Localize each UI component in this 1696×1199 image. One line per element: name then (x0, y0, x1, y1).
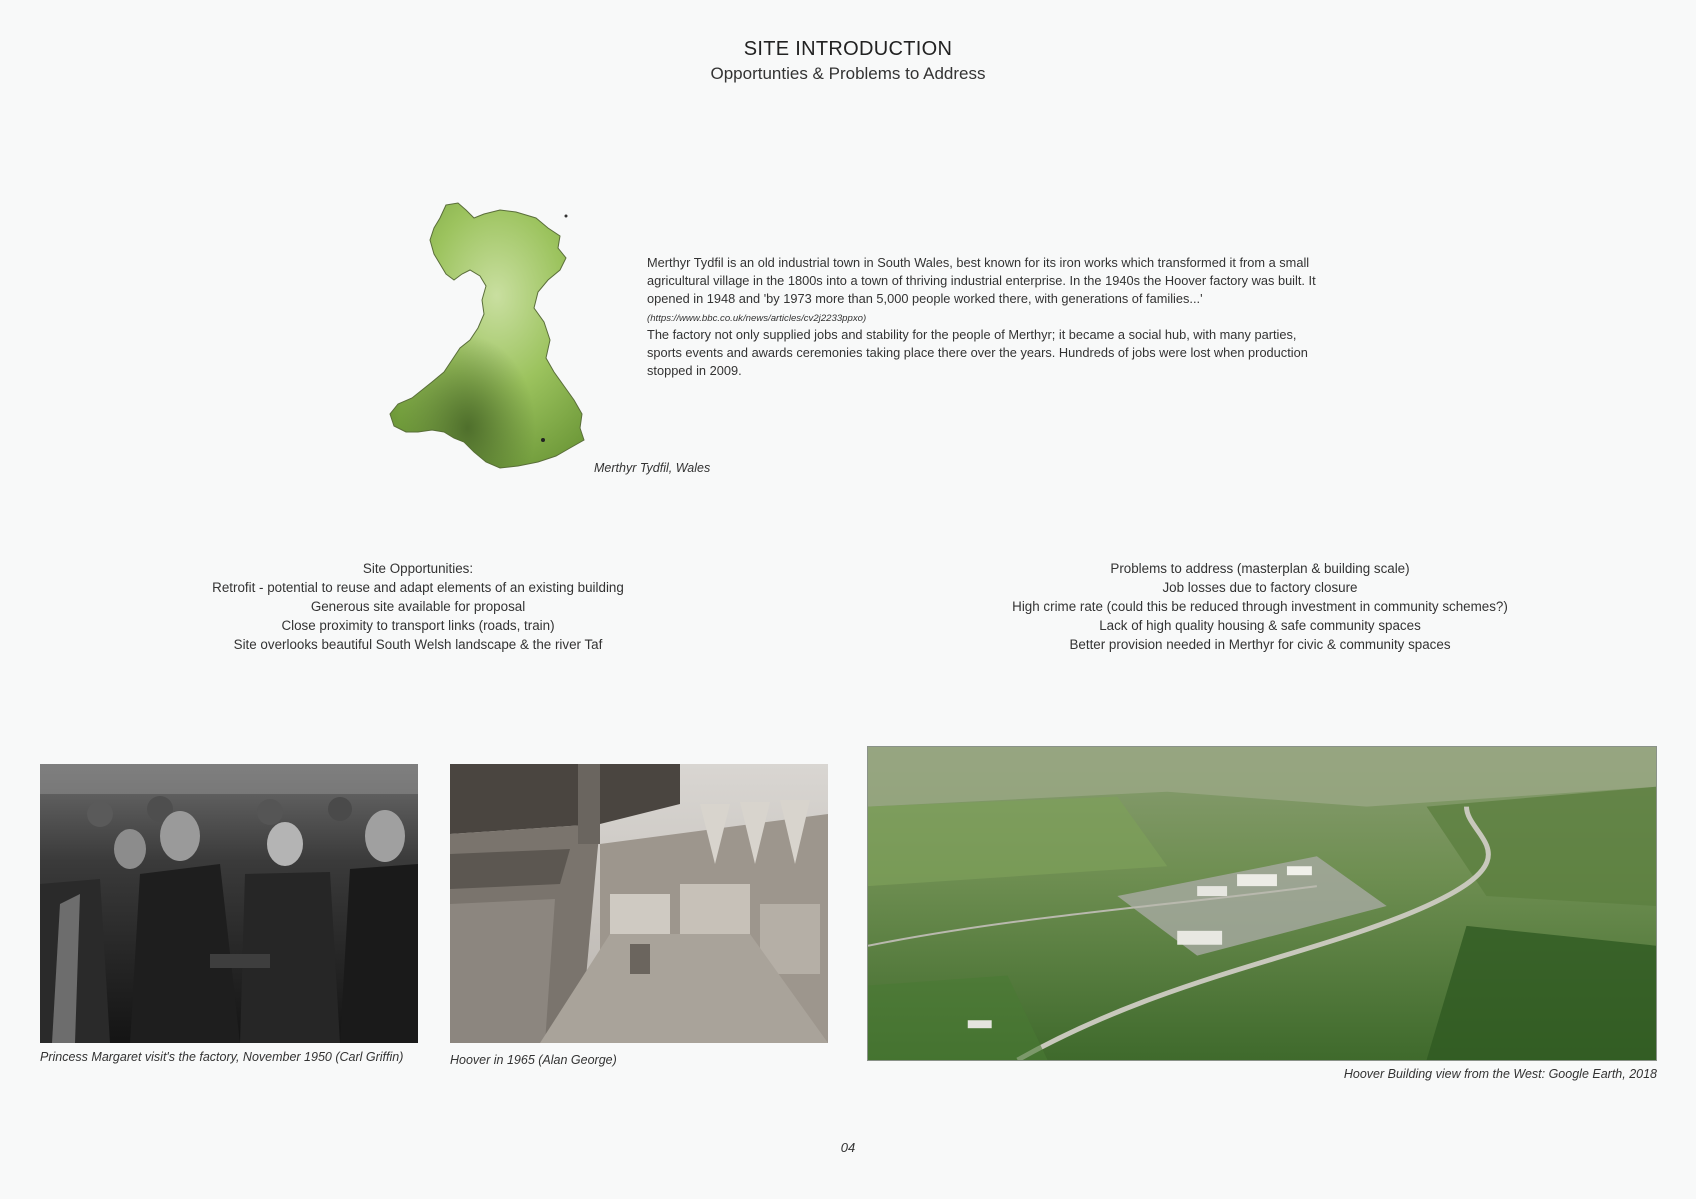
photo-caption-1: Princess Margaret visit's the factory, November 1950 (Carl Griffin) (40, 1050, 404, 1064)
problem-item: Job losses due to factory closure (1162, 580, 1358, 595)
opportunity-item: Close proximity to transport links (roads, train) (281, 618, 555, 633)
sepia-photo-image (450, 764, 828, 1043)
merthyr-location-marker (541, 438, 545, 442)
opportunities-heading: Site Opportunities: (362, 561, 474, 576)
aerial-photo-image (868, 747, 1656, 1060)
intro-text (647, 254, 1327, 380)
page-subtitle: Opportunties & Problems to Address (710, 64, 986, 83)
photo-aerial-view (867, 746, 1657, 1061)
photo-hoover-1965 (450, 764, 828, 1043)
problem-item: Better provision needed in Merthyr for civic & community spaces (1069, 637, 1451, 652)
opportunity-item: Generous site available for proposal (310, 599, 526, 614)
intro-paragraph-1: Merthyr Tydfil is an old industrial town in South Wales, best known for its iron works which transformed it from a small agricultural village in the 1800s into a town of thriving industrial enterprise. In the 1940s the Hoover factory was built. It opened in 1948 and 'by 1973 more than 5,000 people worked there, with generations of families...' (647, 255, 1316, 306)
page-number: 04 (840, 1140, 856, 1155)
problem-item: High crime rate (could this be reduced through investment in community schemes?) (1012, 599, 1508, 614)
photo-princess-margaret-visit (40, 764, 418, 1043)
site-opportunities (200, 559, 636, 654)
page-title: SITE INTRODUCTION (743, 38, 953, 60)
problems-to-address (990, 559, 1530, 654)
wales-map-illustration (388, 200, 620, 480)
bw-photo-image (40, 764, 418, 1043)
photo-caption-2: Hoover in 1965 (Alan George) (450, 1053, 617, 1067)
intro-reference: (https://www.bbc.co.uk/news/articles/cv2j2233ppxo) (647, 313, 867, 324)
problems-heading: Problems to address (masterplan & building scale) (1110, 561, 1410, 576)
problem-item: Lack of high quality housing & safe community spaces (1099, 618, 1421, 633)
opportunity-item: Site overlooks beautiful South Welsh landscape & the river Taf (233, 637, 603, 652)
photo-caption-3: Hoover Building view from the West: Google Earth, 2018 (1343, 1067, 1657, 1081)
map-caption: Merthyr Tydfil, Wales (594, 461, 711, 475)
opportunity-item: Retrofit - potential to reuse and adapt elements of an existing building (212, 580, 624, 595)
intro-paragraph-2: The factory not only supplied jobs and stability for the people of Merthyr; it became a social hub, with many parties, sports events and awards ceremonies taking place there over the years. Hundreds of jobs were lost when production stopped in 2009. (647, 327, 1308, 378)
wales-map (388, 200, 620, 480)
